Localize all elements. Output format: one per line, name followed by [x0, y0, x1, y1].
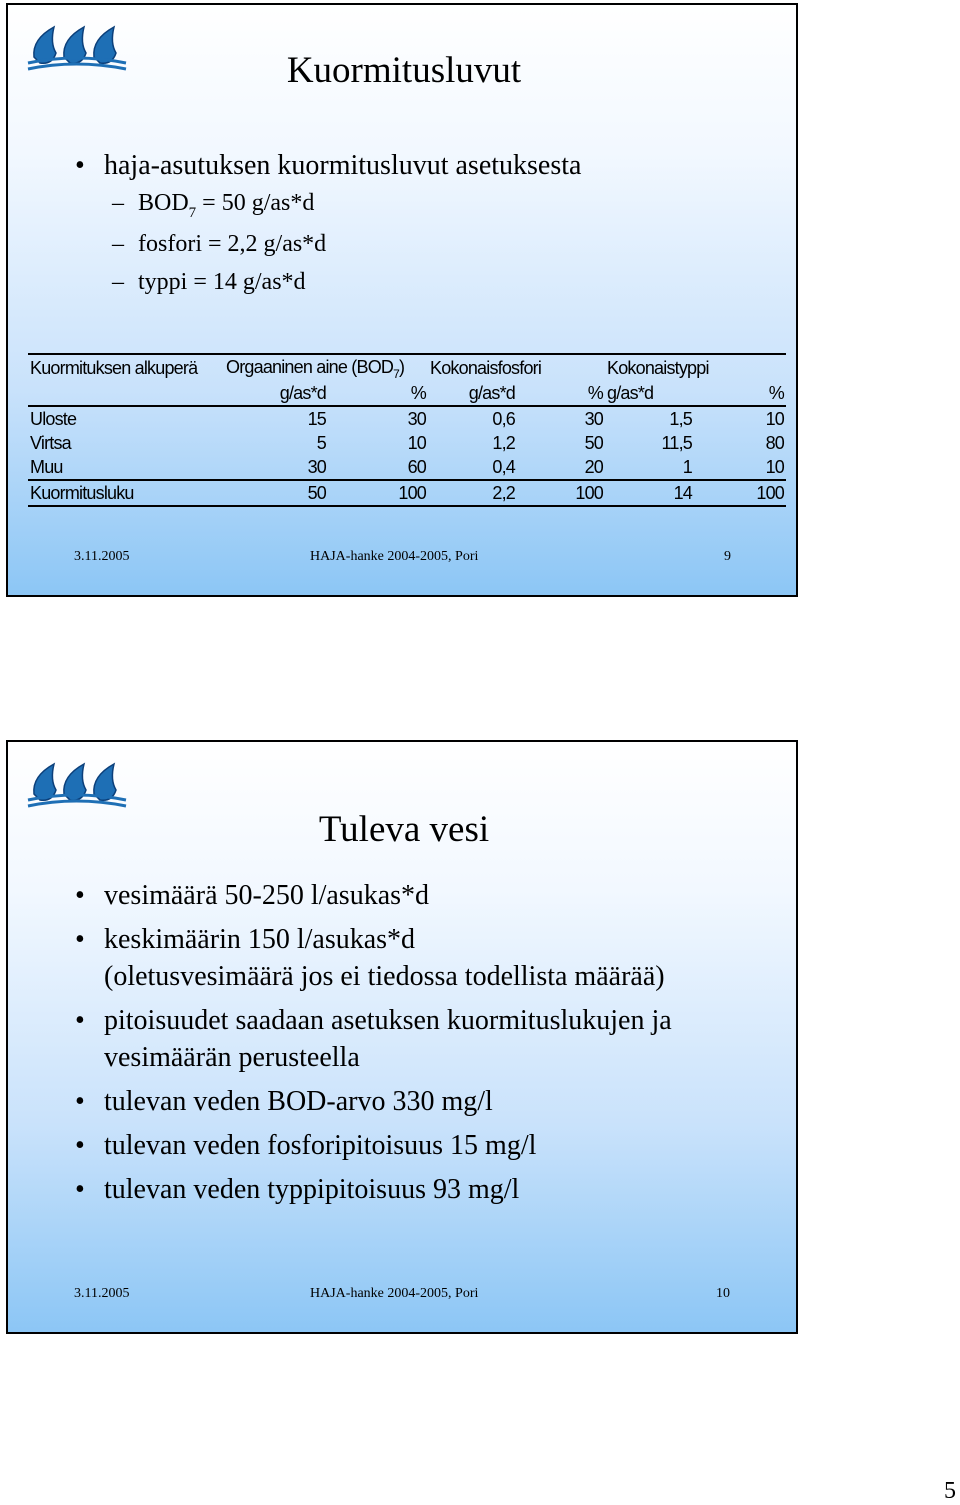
subheader-cell: [28, 381, 224, 406]
bullet-line: vesimäärän perusteella: [104, 1042, 360, 1073]
footer-project: HAJA-hanke 2004-2005, Pori: [310, 549, 479, 564]
table-cell: 1: [605, 455, 694, 480]
table-cell: 100: [328, 480, 428, 506]
bod-subscript: 7: [188, 205, 197, 221]
table-total-row: [28, 480, 786, 506]
bullet-item: [75, 921, 672, 995]
header-cell: Kokonaisfosfori: [428, 354, 605, 381]
table-cell: 10: [407, 433, 426, 453]
table-cell: 15: [307, 409, 326, 429]
table-cell: 30: [224, 455, 328, 480]
subheader-cell: %: [694, 381, 786, 406]
bullet-item: [75, 1002, 672, 1076]
table-cell: 30: [584, 409, 603, 429]
table-cell: 0,4: [428, 455, 517, 480]
footer-date: 3.11.2005: [74, 1286, 130, 1301]
header-cell: Kokonaistyppi: [605, 354, 786, 381]
footer-slide-number: 9: [724, 549, 731, 564]
table-cell: 1,5: [669, 409, 692, 429]
table-cell: 60: [328, 455, 428, 480]
slide-title: Kuormitusluvut: [286, 50, 522, 91]
table-row: [28, 406, 786, 431]
table-cell: 5: [316, 433, 326, 453]
footer-slide-number: 10: [716, 1286, 730, 1301]
bullet-item: • tulevan veden fosforipitoisuus 15 mg/l: [75, 1127, 672, 1164]
subheader-cell: g/as*d: [428, 381, 517, 406]
table-cell: 30: [407, 409, 426, 429]
table-cell: 20: [517, 455, 605, 480]
header-cell: Orgaaninen aine $(BOD_7)$: [224, 354, 428, 381]
table-cell: 2,2: [428, 480, 517, 506]
table-cell: 10: [694, 455, 786, 480]
sub-item-bod: [75, 184, 581, 225]
bullet-item: • vesimäärä 50-250 l/asukas*d: [75, 877, 672, 914]
slide-title: Tuleva vesi: [318, 809, 490, 850]
table-cell: 50: [224, 480, 328, 506]
table-cell: 14: [605, 480, 694, 506]
table-cell: 100: [517, 480, 605, 506]
table-cell: 50: [584, 433, 603, 453]
table-cell: Kuormitusluku: [28, 480, 224, 506]
table-cell: 80: [765, 433, 784, 453]
sub-item-typpi: – typpi = 14 g/as*d: [75, 263, 581, 301]
table-cell: 11,5: [661, 433, 692, 453]
footer-project: HAJA-hanke 2004-2005, Pori: [310, 1286, 479, 1301]
bullet-item: • tulevan veden BOD-arvo 330 mg/l: [75, 1083, 672, 1120]
bullet-item: • haja-asutuksen kuormitusluvut asetuksesta: [75, 147, 581, 184]
bullet-line: pitoisuudet saadaan asetuksen kuormituslukujen ja: [104, 1005, 672, 1036]
subheader-cell: %: [517, 381, 605, 406]
table-row: [28, 431, 786, 455]
subheader-cell: %: [328, 381, 428, 406]
slide-kuormitusluvut: [6, 3, 798, 597]
table-header-row: [28, 354, 786, 381]
table-cell: Uloste: [30, 409, 77, 429]
bullet-line: (oletusvesimäärä jos ei tiedossa todellista määrää): [104, 961, 665, 992]
page-number: 5: [944, 1478, 956, 1504]
subheader-cell: g/as*d: [224, 381, 328, 406]
bullet-list: [75, 147, 581, 301]
load-table: [28, 353, 786, 507]
slide-tuleva-vesi: [6, 740, 798, 1334]
table-cell: 1,2: [492, 433, 515, 453]
table-row: [28, 455, 786, 480]
sub-item-fosfori: – fosfori = 2,2 g/as*d: [75, 225, 581, 263]
footer-date: 3.11.2005: [74, 549, 130, 564]
bullet-line: keskimäärin 150 l/asukas*d: [104, 924, 416, 955]
bod-prefix: BOD: [138, 190, 189, 216]
bod-suffix: = 50 g/as*d: [196, 190, 315, 216]
table-cell: 10: [765, 409, 784, 429]
table-cell: Muu: [28, 455, 224, 480]
bullet-list: [75, 877, 672, 1215]
table-cell: Virtsa: [30, 433, 71, 453]
header-cell: Kuormituksen alkuperä: [28, 354, 224, 381]
table-cell: 0,6: [492, 409, 515, 429]
water-drops-logo-icon: [26, 754, 128, 812]
table-cell: 100: [694, 480, 786, 506]
bullet-item: • tulevan veden typpipitoisuus 93 mg/l: [75, 1171, 672, 1208]
subheader-cell: g/as*d: [605, 381, 694, 406]
table-subheader-row: [28, 381, 786, 406]
